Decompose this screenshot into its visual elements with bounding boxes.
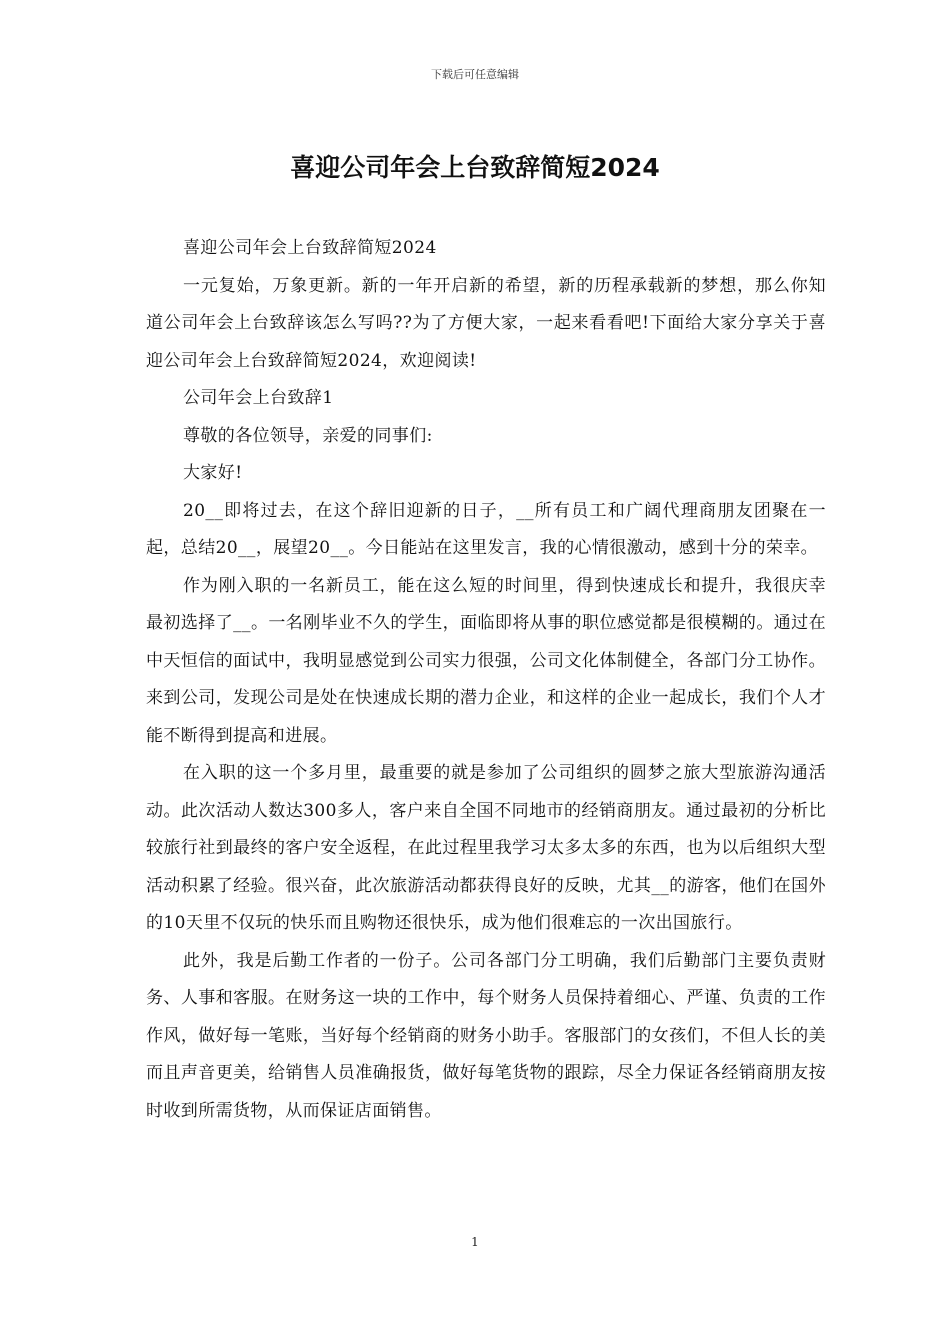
page-number: 1 (471, 1235, 479, 1249)
paragraph-salutation: 尊敬的各位领导，亲爱的同事们: (183, 425, 433, 446)
paragraph-section-heading: 公司年会上台致辞1 (183, 388, 334, 408)
paragraph-body-2: 作为刚入职的一名新员工，能在这么短的时间里，得到快速成长和提升，我很庆幸最初选择了__。一名刚毕业不久的学生，面临即将从事的职位感觉都是很模糊的。通过在中天恒信的面试中，我明显感觉到公司实力很强，公司文化体制健全，各部门分工协作。来到公司，发现公司是处在快速成长期的潜力企业，和这样的企业一起成长，我们个人才能不断得到提高和进展。 (146, 575, 826, 746)
paragraph-greeting: 大家好! (183, 463, 243, 483)
paragraph-body-1: 20__即将过去，在这个辞旧迎新的日子，__所有员工和广阔代理商朋友团聚在一起，总结20__，展望20__。今日能站在这里发言，我的心情很激动，感到十分的荣幸。 (146, 500, 826, 558)
paragraph-intro: 一元复始，万象更新。新的一年开启新的希望，新的历程承载新的梦想，那么你知道公司年会上台致辞该怎么写吗??为了方便大家，一起来看看吧!下面给大家分享关于喜迎公司年会上台致辞简短2024，欢迎阅读! (146, 275, 826, 371)
paragraph-subtitle: 喜迎公司年会上台致辞简短2024 (183, 238, 437, 258)
page-header-note: 下载后可任意编辑 (431, 68, 519, 81)
paragraph-body-3: 在入职的这一个多月里，最重要的就是参加了公司组织的圆梦之旅大型旅游沟通活动。此次活动人数达300多人，客户来自全国不同地市的经销商朋友。通过最初的分析比较旅行社到最终的客户安全返程，在此过程里我学习太多太多的东西，也为以后组织大型活动积累了经验。很兴奋，此次旅游活动都获得良好的反映，尤其__的游客，他们在国外的10天里不仅玩的快乐而且购物还很快乐，成为他们很难忘的一次出国旅行。 (146, 763, 826, 933)
document-body (146, 230, 826, 1130)
document-title: 喜迎公司年会上台致辞简短2024 (290, 153, 660, 182)
paragraph-body-4: 此外，我是后勤工作者的一份子。公司各部门分工明确，我们后勤部门主要负责财务、人事和客服。在财务这一块的工作中，每个财务人员保持着细心、严谨、负责的工作作风，做好每一笔账，当好每个经销商的财务小助手。客服部门的女孩们，不但人长的美而且声音更美，给销售人员准确报货，做好每笔货物的跟踪，尽全力保证各经销商朋友按时收到所需货物，从而保证店面销售。 (146, 950, 826, 1121)
